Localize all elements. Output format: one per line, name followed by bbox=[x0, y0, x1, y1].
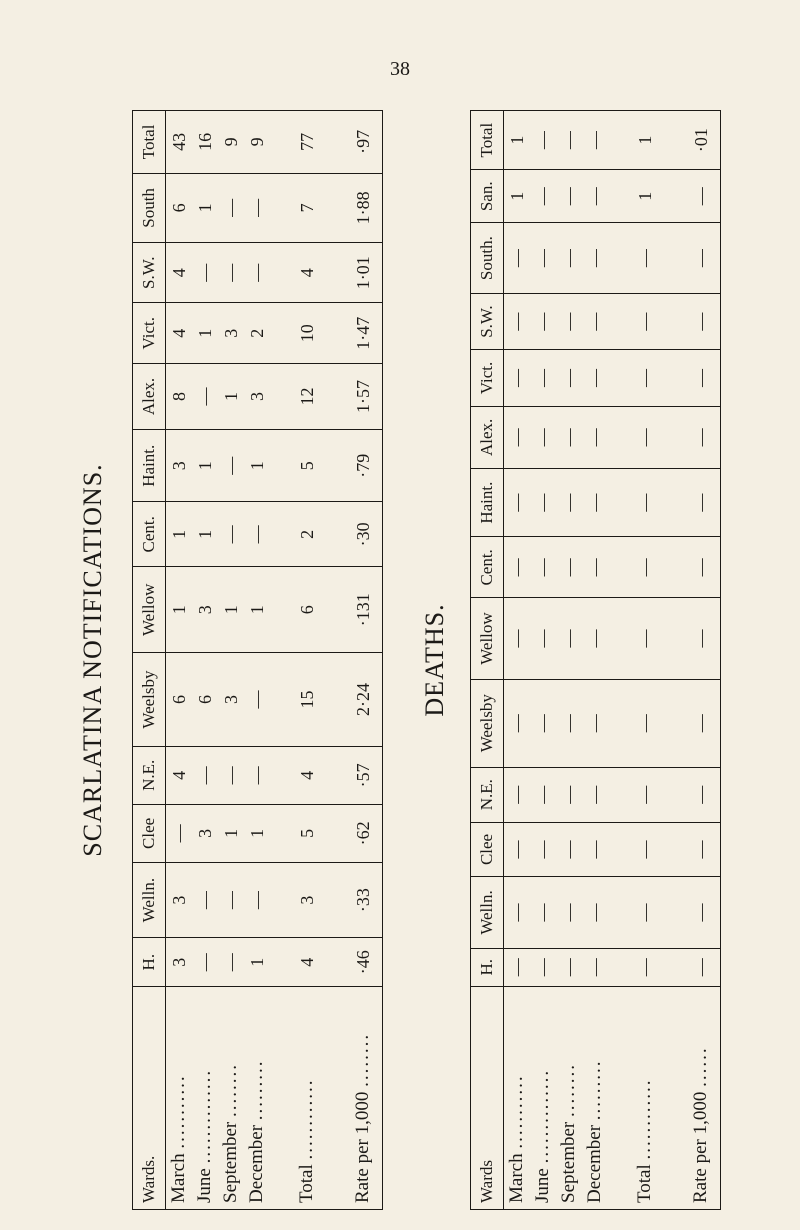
scarlatina-row bbox=[166, 111, 193, 1210]
deaths-column-header: Wellow bbox=[471, 598, 504, 679]
deaths-value-cell: — bbox=[530, 948, 556, 986]
scarlatina-value-cell: 4 bbox=[270, 938, 326, 987]
deaths-column-header: Welln. bbox=[471, 877, 504, 948]
deaths-value-cell: — bbox=[608, 469, 664, 537]
scarlatina-value-cell: 2·24 bbox=[326, 653, 383, 746]
deaths-value-cell: 1 bbox=[608, 170, 664, 223]
scarlatina-value-cell: 16 bbox=[192, 111, 218, 174]
scarlatina-row bbox=[270, 111, 326, 1210]
deaths-column-header: Alex. bbox=[471, 406, 504, 468]
scarlatina-value-cell: 12 bbox=[270, 363, 326, 429]
scarlatina-column-header: South bbox=[133, 173, 166, 242]
scarlatina-row-label: Rate per 1,000 bbox=[352, 1091, 373, 1203]
deaths-value-cell: — bbox=[556, 598, 582, 679]
scarlatina-column-header: Weelsby bbox=[133, 653, 166, 746]
deaths-value-cell: — bbox=[556, 767, 582, 822]
deaths-value-cell: — bbox=[556, 679, 582, 767]
deaths-value-cell: 1 bbox=[504, 170, 531, 223]
deaths-value-cell: — bbox=[608, 679, 664, 767]
deaths-value-cell: — bbox=[582, 223, 608, 294]
deaths-row-label-cell bbox=[664, 987, 721, 1210]
deaths-value-cell: — bbox=[530, 293, 556, 349]
scarlatina-row-leader-dots: ........ bbox=[220, 1062, 241, 1117]
deaths-column-header: Weelsby bbox=[471, 679, 504, 767]
deaths-value-cell: — bbox=[556, 111, 582, 170]
scarlatina-column-header: Alex. bbox=[133, 363, 166, 429]
deaths-row-leader-dots: ........ bbox=[558, 1062, 579, 1117]
scarlatina-column-header: Wellow bbox=[133, 567, 166, 653]
scarlatina-value-cell: — bbox=[166, 804, 193, 862]
scarlatina-heading: SCARLATINA NOTIFICATIONS. bbox=[78, 463, 107, 857]
deaths-row-label-cell bbox=[504, 987, 531, 1210]
scarlatina-table bbox=[132, 110, 383, 1210]
scarlatina-row-label: September bbox=[220, 1121, 241, 1203]
scarlatina-column-header: Welln. bbox=[133, 862, 166, 938]
scarlatina-value-cell: ·57 bbox=[326, 746, 383, 804]
deaths-value-cell: — bbox=[608, 350, 664, 406]
scarlatina-value-cell: — bbox=[218, 862, 244, 938]
deaths-value-cell: — bbox=[556, 223, 582, 294]
scarlatina-row-leader-dots: ........... bbox=[168, 1074, 189, 1149]
deaths-value-cell: — bbox=[556, 406, 582, 468]
deaths-heading: DEATHS. bbox=[420, 603, 449, 717]
deaths-row-leader-dots: ........... bbox=[506, 1074, 527, 1149]
scarlatina-row-label-cell bbox=[166, 987, 193, 1210]
scarlatina-value-cell: 1 bbox=[244, 938, 270, 987]
scarlatina-value-cell: 6 bbox=[270, 567, 326, 653]
deaths-value-cell: — bbox=[504, 223, 531, 294]
deaths-row bbox=[608, 111, 664, 1210]
deaths-row-label-cell bbox=[556, 987, 582, 1210]
scarlatina-row-label-cell bbox=[218, 987, 244, 1210]
deaths-value-cell: — bbox=[582, 679, 608, 767]
deaths-value-cell: — bbox=[504, 350, 531, 406]
scarlatina-value-cell: 3 bbox=[218, 653, 244, 746]
deaths-value-cell: — bbox=[556, 293, 582, 349]
scarlatina-column-header: Total bbox=[133, 111, 166, 174]
scarlatina-value-cell: — bbox=[244, 243, 270, 303]
scarlatina-value-cell: 9 bbox=[218, 111, 244, 174]
scarlatina-column-header: Clee bbox=[133, 804, 166, 862]
deaths-value-cell: — bbox=[608, 223, 664, 294]
deaths-row-leader-dots: ...... bbox=[690, 1046, 711, 1087]
deaths-column-header: South. bbox=[471, 223, 504, 294]
deaths-value-cell: 1 bbox=[608, 111, 664, 170]
scarlatina-value-cell: 1 bbox=[192, 430, 218, 502]
scarlatina-value-cell: — bbox=[244, 746, 270, 804]
scarlatina-row-leader-dots: ......... bbox=[246, 1059, 267, 1121]
deaths-value-cell: — bbox=[530, 679, 556, 767]
scarlatina-column-header: H. bbox=[133, 938, 166, 987]
deaths-value-cell: — bbox=[608, 948, 664, 986]
deaths-column-header: Vict. bbox=[471, 350, 504, 406]
deaths-value-cell: — bbox=[582, 170, 608, 223]
scarlatina-value-cell: 3 bbox=[218, 303, 244, 363]
scarlatina-value-cell: 77 bbox=[270, 111, 326, 174]
deaths-value-cell: — bbox=[504, 877, 531, 948]
deaths-value-cell: — bbox=[504, 822, 531, 877]
deaths-value-cell: — bbox=[664, 679, 721, 767]
deaths-column-header: S.W. bbox=[471, 293, 504, 349]
scarlatina-value-cell: — bbox=[218, 746, 244, 804]
deaths-value-cell: — bbox=[556, 170, 582, 223]
deaths-value-cell: — bbox=[664, 822, 721, 877]
deaths-value-cell: — bbox=[664, 350, 721, 406]
deaths-value-cell: — bbox=[664, 170, 721, 223]
scarlatina-value-cell: 1 bbox=[192, 303, 218, 363]
deaths-value-cell: — bbox=[530, 350, 556, 406]
deaths-value-cell: — bbox=[664, 948, 721, 986]
deaths-value-cell: — bbox=[530, 822, 556, 877]
scarlatina-value-cell: ·131 bbox=[326, 567, 383, 653]
scarlatina-value-cell: ·97 bbox=[326, 111, 383, 174]
deaths-column-header: Cent. bbox=[471, 537, 504, 598]
scarlatina-value-cell: 3 bbox=[270, 862, 326, 938]
scarlatina-column-header: Cent. bbox=[133, 502, 166, 567]
scarlatina-value-cell: 1 bbox=[218, 567, 244, 653]
deaths-value-cell: — bbox=[608, 406, 664, 468]
scarlatina-value-cell: 3 bbox=[166, 430, 193, 502]
deaths-value-cell: — bbox=[664, 469, 721, 537]
deaths-value-cell: — bbox=[504, 948, 531, 986]
scarlatina-value-cell: 1 bbox=[244, 430, 270, 502]
deaths-value-cell: — bbox=[530, 469, 556, 537]
scarlatina-value-cell: 15 bbox=[270, 653, 326, 746]
scarlatina-value-cell: ·46 bbox=[326, 938, 383, 987]
scarlatina-row-label: Total bbox=[296, 1164, 317, 1203]
deaths-value-cell: — bbox=[582, 822, 608, 877]
deaths-row-leader-dots: ......... bbox=[584, 1059, 605, 1121]
deaths-value-cell: — bbox=[504, 406, 531, 468]
scarlatina-value-cell: 3 bbox=[166, 862, 193, 938]
scarlatina-value-cell: — bbox=[192, 243, 218, 303]
deaths-row bbox=[582, 111, 608, 1210]
scarlatina-value-cell: 8 bbox=[166, 363, 193, 429]
scarlatina-row-label: December bbox=[246, 1124, 267, 1203]
deaths-value-cell: — bbox=[664, 877, 721, 948]
scarlatina-value-cell: — bbox=[244, 653, 270, 746]
deaths-value-cell: — bbox=[664, 223, 721, 294]
deaths-row-label-cell bbox=[530, 987, 556, 1210]
scarlatina-value-cell: 6 bbox=[192, 653, 218, 746]
scarlatina-value-cell: 6 bbox=[166, 653, 193, 746]
deaths-value-cell: — bbox=[582, 598, 608, 679]
deaths-column-header: Total bbox=[471, 111, 504, 170]
scarlatina-value-cell: — bbox=[244, 502, 270, 567]
scarlatina-column-header: Vict. bbox=[133, 303, 166, 363]
scarlatina-value-cell: 7 bbox=[270, 173, 326, 242]
deaths-value-cell: — bbox=[608, 822, 664, 877]
deaths-value-cell: — bbox=[530, 598, 556, 679]
deaths-row bbox=[556, 111, 582, 1210]
scarlatina-header-row bbox=[133, 111, 166, 1210]
deaths-value-cell: — bbox=[504, 293, 531, 349]
scarlatina-value-cell: 1·01 bbox=[326, 243, 383, 303]
deaths-row-label: Rate per 1,000 bbox=[690, 1091, 711, 1203]
scarlatina-value-cell: 1 bbox=[166, 502, 193, 567]
scarlatina-value-cell: — bbox=[218, 243, 244, 303]
scarlatina-value-cell: — bbox=[218, 173, 244, 242]
scarlatina-value-cell: 1·88 bbox=[326, 173, 383, 242]
scarlatina-value-cell: — bbox=[192, 938, 218, 987]
scarlatina-value-cell: 3 bbox=[192, 804, 218, 862]
deaths-row-label-cell bbox=[582, 987, 608, 1210]
deaths-value-cell: — bbox=[582, 537, 608, 598]
deaths-value-cell: — bbox=[530, 877, 556, 948]
deaths-value-cell: — bbox=[530, 406, 556, 468]
deaths-value-cell: — bbox=[530, 170, 556, 223]
deaths-row-label-cell bbox=[608, 987, 664, 1210]
deaths-value-cell: — bbox=[608, 877, 664, 948]
deaths-value-cell: 1 bbox=[504, 111, 531, 170]
deaths-value-cell: — bbox=[504, 598, 531, 679]
scarlatina-row-leader-dots: ............ bbox=[296, 1078, 317, 1160]
scarlatina-row-label: March bbox=[168, 1153, 189, 1203]
scarlatina-value-cell: 9 bbox=[244, 111, 270, 174]
deaths-value-cell: — bbox=[504, 767, 531, 822]
scarlatina-column-header: S.W. bbox=[133, 243, 166, 303]
deaths-value-cell: ·01 bbox=[664, 111, 721, 170]
deaths-row-leader-dots: .............. bbox=[532, 1068, 553, 1164]
scarlatina-value-cell: — bbox=[192, 862, 218, 938]
deaths-row-label: Total bbox=[634, 1164, 655, 1203]
scarlatina-value-cell: — bbox=[192, 746, 218, 804]
deaths-row-label: September bbox=[558, 1121, 579, 1203]
deaths-value-cell: — bbox=[530, 111, 556, 170]
scarlatina-value-cell: 3 bbox=[166, 938, 193, 987]
scarlatina-value-cell: — bbox=[244, 173, 270, 242]
scarlatina-value-cell: 1 bbox=[218, 804, 244, 862]
deaths-row-leader-dots: ............ bbox=[634, 1078, 655, 1160]
deaths-value-cell: — bbox=[608, 598, 664, 679]
scarlatina-column-header: Haint. bbox=[133, 430, 166, 502]
scarlatina-value-cell: ·79 bbox=[326, 430, 383, 502]
deaths-value-cell: — bbox=[504, 469, 531, 537]
scarlatina-value-cell: 4 bbox=[166, 243, 193, 303]
scarlatina-row-label-cell bbox=[192, 987, 218, 1210]
scarlatina-row-label-cell bbox=[270, 987, 326, 1210]
deaths-row bbox=[530, 111, 556, 1210]
deaths-row-label: March bbox=[506, 1153, 527, 1203]
deaths-value-cell: — bbox=[556, 469, 582, 537]
deaths-value-cell: — bbox=[504, 679, 531, 767]
page-number: 38 bbox=[390, 58, 410, 80]
scarlatina-value-cell: 10 bbox=[270, 303, 326, 363]
deaths-column-header: San. bbox=[471, 170, 504, 223]
scarlatina-value-cell: 1·57 bbox=[326, 363, 383, 429]
rotated-tables-sheet bbox=[50, 110, 790, 1210]
deaths-value-cell: — bbox=[556, 877, 582, 948]
scarlatina-column-header: Wards. bbox=[133, 987, 166, 1210]
deaths-value-cell: — bbox=[530, 537, 556, 598]
scarlatina-value-cell: — bbox=[218, 430, 244, 502]
scarlatina-value-cell: 4 bbox=[270, 243, 326, 303]
deaths-value-cell: — bbox=[530, 767, 556, 822]
deaths-value-cell: — bbox=[664, 767, 721, 822]
scarlatina-row-label-cell bbox=[244, 987, 270, 1210]
scarlatina-value-cell: 5 bbox=[270, 804, 326, 862]
deaths-column-header: Haint. bbox=[471, 469, 504, 537]
deaths-row-label: June bbox=[532, 1168, 553, 1203]
scarlatina-value-cell: 4 bbox=[166, 303, 193, 363]
scarlatina-value-cell: ·62 bbox=[326, 804, 383, 862]
deaths-value-cell: — bbox=[664, 537, 721, 598]
deaths-value-cell: — bbox=[582, 350, 608, 406]
deaths-value-cell: — bbox=[530, 223, 556, 294]
deaths-value-cell: — bbox=[582, 293, 608, 349]
deaths-value-cell: — bbox=[582, 948, 608, 986]
deaths-value-cell: — bbox=[664, 406, 721, 468]
deaths-value-cell: — bbox=[556, 822, 582, 877]
scarlatina-value-cell: — bbox=[244, 862, 270, 938]
scarlatina-value-cell: 2 bbox=[270, 502, 326, 567]
scarlatina-value-cell: 1 bbox=[192, 502, 218, 567]
scarlatina-value-cell: 5 bbox=[270, 430, 326, 502]
deaths-row bbox=[504, 111, 531, 1210]
scarlatina-value-cell: — bbox=[218, 502, 244, 567]
scarlatina-value-cell: — bbox=[218, 938, 244, 987]
scarlatina-value-cell: 3 bbox=[192, 567, 218, 653]
scarlatina-row bbox=[218, 111, 244, 1210]
scarlatina-value-cell: 1 bbox=[218, 363, 244, 429]
scarlatina-row bbox=[244, 111, 270, 1210]
deaths-row bbox=[664, 111, 721, 1210]
deaths-value-cell: — bbox=[582, 469, 608, 537]
scarlatina-value-cell: 6 bbox=[166, 173, 193, 242]
deaths-value-cell: — bbox=[582, 406, 608, 468]
scarlatina-row bbox=[326, 111, 383, 1210]
deaths-header-row bbox=[471, 111, 504, 1210]
deaths-value-cell: — bbox=[556, 948, 582, 986]
deaths-column-header: Clee bbox=[471, 822, 504, 877]
deaths-value-cell: — bbox=[556, 350, 582, 406]
scarlatina-value-cell: 1 bbox=[244, 567, 270, 653]
deaths-value-cell: — bbox=[664, 598, 721, 679]
deaths-value-cell: — bbox=[608, 537, 664, 598]
scarlatina-row bbox=[192, 111, 218, 1210]
scarlatina-value-cell: 1 bbox=[192, 173, 218, 242]
scarlatina-value-cell: 2 bbox=[244, 303, 270, 363]
deaths-value-cell: — bbox=[664, 293, 721, 349]
deaths-table bbox=[470, 110, 721, 1210]
deaths-value-cell: — bbox=[608, 293, 664, 349]
deaths-column-header: H. bbox=[471, 948, 504, 986]
scarlatina-value-cell: 4 bbox=[166, 746, 193, 804]
scarlatina-column-header: N.E. bbox=[133, 746, 166, 804]
scarlatina-value-cell: 43 bbox=[166, 111, 193, 174]
deaths-value-cell: — bbox=[582, 767, 608, 822]
scarlatina-value-cell: 1·47 bbox=[326, 303, 383, 363]
scarlatina-value-cell: 1 bbox=[166, 567, 193, 653]
deaths-row-label: December bbox=[584, 1124, 605, 1203]
deaths-value-cell: — bbox=[504, 537, 531, 598]
deaths-column-header: N.E. bbox=[471, 767, 504, 822]
scarlatina-row-leader-dots: ........ bbox=[352, 1032, 373, 1087]
scarlatina-value-cell: 4 bbox=[270, 746, 326, 804]
deaths-column-header: Wards bbox=[471, 987, 504, 1210]
deaths-value-cell: — bbox=[582, 877, 608, 948]
scarlatina-value-cell: ·33 bbox=[326, 862, 383, 938]
scarlatina-value-cell: 1 bbox=[244, 804, 270, 862]
scarlatina-row-label: June bbox=[194, 1168, 215, 1203]
scarlatina-row-label-cell bbox=[326, 987, 383, 1210]
scarlatina-value-cell: 3 bbox=[244, 363, 270, 429]
scarlatina-value-cell: — bbox=[192, 363, 218, 429]
deaths-value-cell: — bbox=[608, 767, 664, 822]
scarlatina-value-cell: ·30 bbox=[326, 502, 383, 567]
deaths-value-cell: — bbox=[582, 111, 608, 170]
deaths-value-cell: — bbox=[556, 537, 582, 598]
scarlatina-row-leader-dots: .............. bbox=[194, 1068, 215, 1164]
